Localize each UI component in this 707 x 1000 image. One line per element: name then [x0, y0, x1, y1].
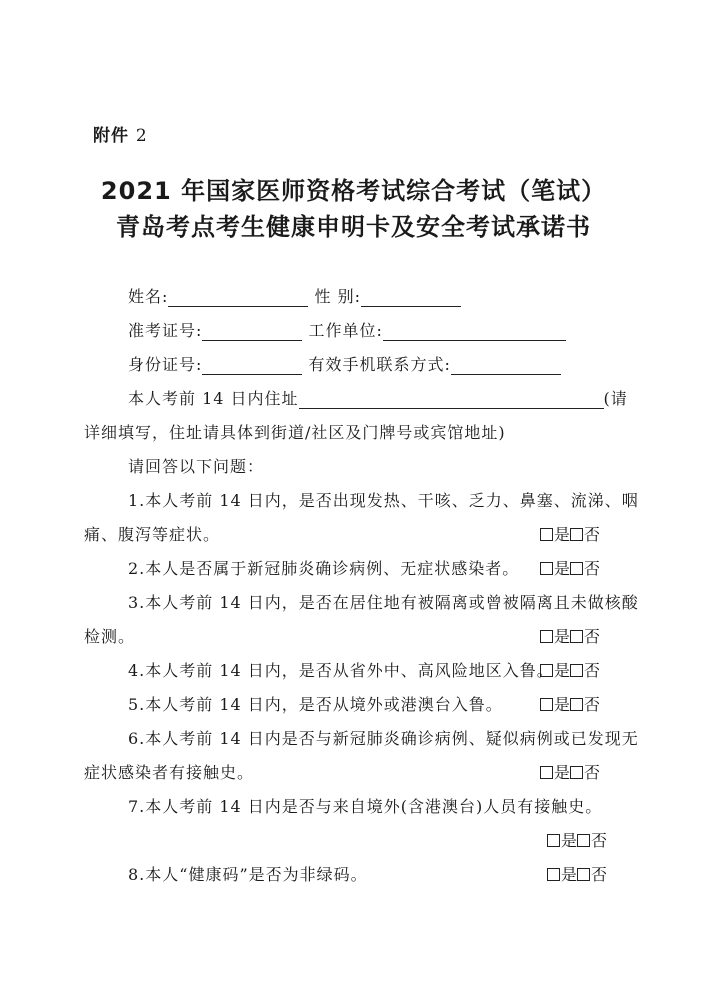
question-3-line-1: 3.本人考前 14 日内，是否在居住地有被隔离或曾被隔离且未做核酸 [128, 593, 639, 612]
attachment-text: 附件 [93, 126, 129, 146]
question-5-line-1: 5.本人考前 14 日内，是否从境外或港澳台入鲁。 [128, 695, 503, 714]
question-2-options [540, 556, 600, 579]
question-4-yes-checkbox[interactable] [540, 664, 553, 677]
question-1-line-1: 1.本人考前 14 日内，是否出现发热、干咳、乏力、鼻塞、流涕、咽 [128, 491, 639, 510]
question-7-no-checkbox[interactable] [577, 834, 590, 847]
phone-field[interactable] [451, 356, 561, 375]
question-8-options [547, 862, 607, 885]
question-3-yes-checkbox[interactable] [540, 630, 553, 643]
no-label: 否 [584, 525, 601, 544]
question-5-no-checkbox[interactable] [570, 698, 583, 711]
question-4-line-1: 4.本人考前 14 日内，是否从省外中、高风险地区入鲁。 [128, 661, 554, 680]
no-label: 否 [584, 627, 601, 646]
name-field[interactable] [168, 288, 308, 307]
phone-label: 有效手机联系方式: [308, 355, 451, 374]
question-6-line-2: 症状感染者有接触史。 [84, 763, 255, 782]
question-2-no-checkbox[interactable] [570, 562, 583, 575]
question-7-yes-checkbox[interactable] [547, 834, 560, 847]
question-3-line-2: 检测。 [84, 627, 136, 646]
no-label: 否 [584, 695, 601, 714]
no-label: 否 [591, 831, 608, 850]
question-3-options [540, 624, 600, 647]
address-field[interactable] [299, 390, 604, 409]
no-label: 否 [584, 763, 601, 782]
question-6-options [540, 760, 600, 783]
address-hint: 详细填写，住址请具体到街道/社区及门牌号或宾馆地址) [84, 423, 506, 442]
question-7-options [547, 828, 607, 851]
question-1-line-2: 痛、腹泻等症状。 [84, 525, 221, 544]
question-4-options [540, 658, 600, 681]
name-label: 姓名: [128, 287, 169, 306]
questions-intro: 请回答以下问题： [128, 457, 265, 476]
question-2-yes-checkbox[interactable] [540, 562, 553, 575]
no-label: 否 [584, 559, 601, 578]
yes-label: 是 [561, 831, 578, 850]
question-6-line-1: 6.本人考前 14 日内是否与新冠肺炎确诊病例、疑似病例或已发现无 [128, 729, 639, 748]
admission-row [128, 318, 566, 341]
title-line-2: 青岛考点考生健康申明卡及安全考试承诺书 [116, 213, 591, 241]
address-hint-start: (请 [603, 389, 628, 408]
question-6-no-checkbox[interactable] [570, 766, 583, 779]
admission-label: 准考证号: [128, 321, 203, 340]
id-field[interactable] [202, 356, 302, 375]
no-label: 否 [591, 865, 608, 884]
question-8-yes-checkbox[interactable] [547, 868, 560, 881]
question-2-line-1: 2.本人是否属于新冠肺炎确诊病例、无症状感染者。 [128, 559, 520, 578]
no-label: 否 [584, 661, 601, 680]
question-1-yes-checkbox[interactable] [540, 528, 553, 541]
yes-label: 是 [554, 559, 571, 578]
question-8-line-1: 8.本人“健康码”是否为非绿码。 [128, 865, 368, 884]
address-row [128, 386, 628, 409]
id-row [128, 352, 561, 375]
yes-label: 是 [554, 661, 571, 680]
yes-label: 是 [554, 695, 571, 714]
address-label: 本人考前 14 日内住址 [128, 389, 299, 408]
question-3-no-checkbox[interactable] [570, 630, 583, 643]
employer-label: 工作单位: [308, 321, 383, 340]
question-7-line-1: 7.本人考前 14 日内是否与来自境外(含港澳台)人员有接触史。 [128, 797, 603, 816]
question-4-no-checkbox[interactable] [570, 664, 583, 677]
admission-field[interactable] [202, 322, 302, 341]
question-6-yes-checkbox[interactable] [540, 766, 553, 779]
question-5-options [540, 692, 600, 715]
gender-field[interactable] [361, 288, 461, 307]
gender-label: 性 别: [314, 287, 361, 306]
employer-field[interactable] [383, 322, 566, 341]
question-5-yes-checkbox[interactable] [540, 698, 553, 711]
question-8-no-checkbox[interactable] [577, 868, 590, 881]
id-label: 身份证号: [128, 355, 203, 374]
yes-label: 是 [554, 525, 571, 544]
question-1-no-checkbox[interactable] [570, 528, 583, 541]
question-1-options [540, 522, 600, 545]
attachment-number: 2 [135, 126, 148, 146]
attachment-label [93, 121, 148, 146]
yes-label: 是 [554, 627, 571, 646]
title-line-1: 2021 年国家医师资格考试综合考试（笔试） [100, 177, 607, 205]
yes-label: 是 [554, 763, 571, 782]
name-row [128, 284, 461, 307]
yes-label: 是 [561, 865, 578, 884]
